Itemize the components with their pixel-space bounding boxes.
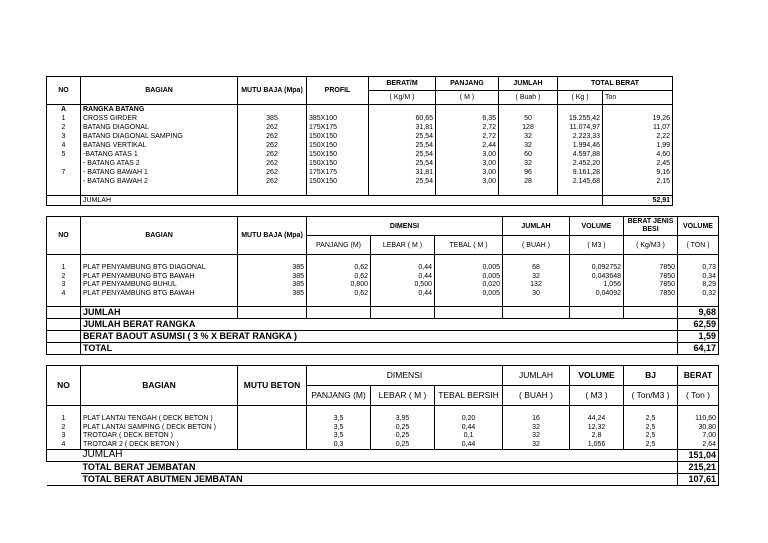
cell-ton: 0,32 bbox=[678, 289, 719, 298]
col-mutu-baja: MUTU BAJA (Mpa) bbox=[238, 217, 307, 255]
summary-value: 9,68 bbox=[678, 307, 719, 319]
cell-volume: 12,32 bbox=[570, 423, 624, 432]
jumlah-value: 52,91 bbox=[603, 196, 673, 206]
cell-bj: 7850 bbox=[624, 289, 678, 298]
table-row bbox=[47, 264, 719, 273]
cell-berat: 110,60 bbox=[678, 415, 719, 424]
summary-value: 64,17 bbox=[678, 343, 719, 355]
summary-label: BERAT BAOUT ASUMSI ( 3 % X BERAT RANGKA ) bbox=[81, 331, 678, 343]
col-berat: BERAT/M bbox=[369, 77, 436, 91]
cell-jumlah: 32 bbox=[503, 440, 570, 449]
col-volume: VOLUME bbox=[570, 217, 624, 236]
cell-bagian: CROSS GIRDER bbox=[81, 114, 238, 123]
summary-row bbox=[47, 449, 719, 461]
cell-bagian: TROTOAR ( DECK BETON ) bbox=[81, 432, 238, 441]
cell-no bbox=[47, 159, 81, 168]
cell-panjang: 6,35 bbox=[436, 114, 499, 123]
cell-jumlah: 32 bbox=[499, 159, 558, 168]
cell-bj: 7850 bbox=[624, 281, 678, 290]
cell-total-kg: 2.145,68 bbox=[558, 177, 603, 186]
cell-jumlah: 32 bbox=[503, 272, 570, 281]
cell-panjang: 3,00 bbox=[436, 177, 499, 186]
cell-mutu: 262 bbox=[238, 168, 307, 177]
table-row bbox=[47, 123, 673, 132]
col-jumlah: JUMLAH bbox=[499, 77, 558, 91]
cell-no: 2 bbox=[47, 123, 81, 132]
cell-mutu: 262 bbox=[238, 177, 307, 186]
col-jumlah-unit: ( Buah ) bbox=[499, 91, 558, 105]
cell-bagian: TROTOAR 2 ( DECK BETON ) bbox=[81, 440, 238, 449]
cell-tebal: 0,020 bbox=[435, 281, 503, 290]
table-row bbox=[47, 159, 673, 168]
cell-lebar: 0,44 bbox=[371, 264, 435, 273]
summary-label: TOTAL bbox=[81, 343, 678, 355]
col-bj-unit: ( Ton/M3 ) bbox=[624, 386, 678, 406]
cell-no: 7 bbox=[47, 168, 81, 177]
cell-ton: 0,73 bbox=[678, 264, 719, 273]
cell-no: 3 bbox=[47, 132, 81, 141]
cell-volume: 44,24 bbox=[570, 415, 624, 424]
cell-profil: 175X175 bbox=[307, 123, 369, 132]
cell-panjang: 3,00 bbox=[436, 159, 499, 168]
cell-no: 1 bbox=[47, 415, 81, 424]
cell-bagian: BATANG DIAGONAL SAMPING bbox=[81, 132, 238, 141]
cell-profil: 150X150 bbox=[307, 150, 369, 159]
summary-row bbox=[47, 319, 719, 331]
cell-mutu: 385 bbox=[238, 272, 307, 281]
cell-panjang: 0,62 bbox=[307, 272, 371, 281]
col-volume-unit: ( M3 ) bbox=[570, 386, 624, 406]
cell-jumlah: 32 bbox=[503, 432, 570, 441]
cell-mutu bbox=[238, 440, 307, 449]
cell-volume: 2,8 bbox=[570, 432, 624, 441]
summary-row bbox=[47, 461, 719, 473]
summary-label: TOTAL BERAT ABUTMEN JEMBATAN bbox=[81, 473, 678, 485]
cell-ton: 0,34 bbox=[678, 272, 719, 281]
col-bj: BJ bbox=[624, 366, 678, 386]
cell-mutu: 262 bbox=[238, 159, 307, 168]
col-jumlah-unit: ( BUAH ) bbox=[503, 386, 570, 406]
cell-mutu: 262 bbox=[238, 132, 307, 141]
col-bagian: BAGIAN bbox=[81, 77, 238, 105]
cell-total-ton: 2,22 bbox=[603, 132, 673, 141]
cell-panjang: 3,5 bbox=[307, 415, 371, 424]
cell-mutu: 262 bbox=[238, 123, 307, 132]
cell-tebal: 0,1 bbox=[435, 432, 503, 441]
cell-berat: 60,65 bbox=[369, 114, 436, 123]
cell-mutu: 385 bbox=[238, 264, 307, 273]
cell-panjang: 2,72 bbox=[436, 132, 499, 141]
cell-bagian: PLAT PENYAMBUNG BUHUL bbox=[81, 281, 238, 290]
summary-value: 151,04 bbox=[678, 449, 719, 461]
cell-lebar: 3,95 bbox=[371, 415, 435, 424]
cell-lebar: 0,25 bbox=[371, 432, 435, 441]
cell-mutu bbox=[238, 415, 307, 424]
cell-panjang: 3,00 bbox=[436, 150, 499, 159]
cell-bagian: PLAT PENYAMBUNG BTG BAWAH bbox=[81, 272, 238, 281]
cell-panjang: 0,3 bbox=[307, 440, 371, 449]
cell-no: 2 bbox=[47, 423, 81, 432]
summary-label: JUMLAH BERAT RANGKA bbox=[81, 319, 678, 331]
cell-profil: 150X150 bbox=[307, 159, 369, 168]
table-row bbox=[47, 177, 673, 186]
cell-total-kg: 4.597,88 bbox=[558, 150, 603, 159]
cell-no: 5 bbox=[47, 150, 81, 159]
summary-value: 62,59 bbox=[678, 319, 719, 331]
group-label: RANGKA BATANG bbox=[81, 105, 238, 115]
table-row bbox=[47, 289, 719, 298]
cell-volume: 1,056 bbox=[570, 281, 624, 290]
cell-profil: 175X175 bbox=[307, 168, 369, 177]
col-no: NO bbox=[47, 77, 81, 105]
summary-label: JUMLAH bbox=[81, 449, 678, 461]
cell-tebal: 0,44 bbox=[435, 423, 503, 432]
cell-volume: 0,04092 bbox=[570, 289, 624, 298]
cell-tebal: 0,005 bbox=[435, 264, 503, 273]
cell-total-ton: 4,60 bbox=[603, 150, 673, 159]
col-no: NO bbox=[47, 217, 81, 255]
col-mutu-baja: MUTU BAJA (Mpa) bbox=[238, 77, 307, 105]
cell-panjang: 0,62 bbox=[307, 264, 371, 273]
cell-volume: 0,092752 bbox=[570, 264, 624, 273]
cell-jumlah: 32 bbox=[499, 132, 558, 141]
cell-berat: 25,54 bbox=[369, 159, 436, 168]
col-total-ton: Ton bbox=[603, 91, 673, 105]
col-berat: BERAT bbox=[678, 366, 719, 386]
col-jumlah-unit: ( BUAH ) bbox=[503, 236, 570, 255]
cell-panjang: 0,62 bbox=[307, 289, 371, 298]
cell-total-kg: 1.994,46 bbox=[558, 141, 603, 150]
cell-panjang: 2,72 bbox=[436, 123, 499, 132]
col-bagian: BAGIAN bbox=[81, 217, 238, 255]
table-row bbox=[47, 114, 673, 123]
cell-no: 3 bbox=[47, 281, 81, 290]
cell-bagian: BATANG DIAGONAL bbox=[81, 123, 238, 132]
col-total-berat: TOTAL BERAT bbox=[558, 77, 673, 91]
cell-total-kg: 2.452,20 bbox=[558, 159, 603, 168]
table-row bbox=[47, 423, 719, 432]
col-bj-unit: ( Kg/M3 ) bbox=[624, 236, 678, 255]
jumlah-label: JUMLAH bbox=[81, 196, 603, 206]
cell-mutu bbox=[238, 423, 307, 432]
cell-total-ton: 2,45 bbox=[603, 159, 673, 168]
col-jumlah: JUMLAH bbox=[503, 217, 570, 236]
cell-total-ton: 2,15 bbox=[603, 177, 673, 186]
col-bagian: BAGIAN bbox=[81, 366, 238, 406]
cell-no: 2 bbox=[47, 272, 81, 281]
col-dimensi: DIMENSI bbox=[307, 366, 503, 386]
cell-panjang: 0,800 bbox=[307, 281, 371, 290]
cell-panjang: 3,5 bbox=[307, 432, 371, 441]
cell-total-kg: 11.074,97 bbox=[558, 123, 603, 132]
cell-bj: 7850 bbox=[624, 264, 678, 273]
cell-profil: 150X150 bbox=[307, 132, 369, 141]
col-mutu-beton: MUTU BETON bbox=[238, 366, 307, 406]
cell-lebar: 0,500 bbox=[371, 281, 435, 290]
col-lebar: LEBAR ( M ) bbox=[371, 386, 435, 406]
summary-row bbox=[47, 473, 719, 485]
cell-jumlah: 132 bbox=[503, 281, 570, 290]
col-tebal: TEBAL ( M ) bbox=[435, 236, 503, 255]
plat-penyambung-table bbox=[46, 216, 719, 355]
summary-value: 1,59 bbox=[678, 331, 719, 343]
cell-total-kg: 2.223,33 bbox=[558, 132, 603, 141]
col-tebal-bersih: TEBAL BERSIH bbox=[435, 386, 503, 406]
cell-total-ton: 19,26 bbox=[603, 114, 673, 123]
cell-panjang: 3,5 bbox=[307, 423, 371, 432]
cell-mutu: 385 bbox=[238, 114, 307, 123]
cell-tebal: 0,44 bbox=[435, 440, 503, 449]
cell-total-kg: 19.255,42 bbox=[558, 114, 603, 123]
col-profil: PROFIL bbox=[307, 77, 369, 105]
cell-berat: 2,64 bbox=[678, 440, 719, 449]
cell-total-ton: 9,16 bbox=[603, 168, 673, 177]
summary-value: 107,61 bbox=[678, 473, 719, 485]
cell-profil: 385X100 bbox=[307, 114, 369, 123]
summary-label: TOTAL BERAT JEMBATAN bbox=[81, 461, 678, 473]
cell-no: 4 bbox=[47, 141, 81, 150]
cell-bj: 2,5 bbox=[624, 440, 678, 449]
summary-value: 215,21 bbox=[678, 461, 719, 473]
cell-bagian: -BATANG ATAS 1 bbox=[81, 150, 238, 159]
col-panjang-unit: ( M ) bbox=[436, 91, 499, 105]
cell-jumlah: 16 bbox=[503, 415, 570, 424]
cell-bagian: PLAT LANTAI TENGAH ( DECK BETON ) bbox=[81, 415, 238, 424]
cell-jumlah: 32 bbox=[499, 141, 558, 150]
table-row bbox=[47, 281, 719, 290]
cell-no bbox=[47, 177, 81, 186]
table-row bbox=[47, 132, 673, 141]
cell-lebar: 0,44 bbox=[371, 272, 435, 281]
cell-profil: 150X150 bbox=[307, 141, 369, 150]
table-row bbox=[47, 141, 673, 150]
cell-mutu bbox=[238, 432, 307, 441]
cell-berat: 25,54 bbox=[369, 150, 436, 159]
cell-no: 1 bbox=[47, 264, 81, 273]
rangka-batang-table bbox=[46, 76, 673, 206]
cell-lebar: 0,25 bbox=[371, 423, 435, 432]
cell-tebal: 0,20 bbox=[435, 415, 503, 424]
cell-tebal: 0,005 bbox=[435, 289, 503, 298]
cell-berat: 7,00 bbox=[678, 432, 719, 441]
cell-bj: 2,5 bbox=[624, 423, 678, 432]
cell-no: 4 bbox=[47, 289, 81, 298]
cell-mutu: 385 bbox=[238, 281, 307, 290]
cell-berat: 25,54 bbox=[369, 177, 436, 186]
cell-tebal: 0,005 bbox=[435, 272, 503, 281]
table-row bbox=[47, 415, 719, 424]
cell-bj: 2,5 bbox=[624, 432, 678, 441]
col-dimensi: DIMENSI bbox=[307, 217, 503, 236]
cell-bagian: - BATANG ATAS 2 bbox=[81, 159, 238, 168]
col-berat-unit: ( Kg/M ) bbox=[369, 91, 436, 105]
col-panjang: PANJANG (M) bbox=[307, 386, 371, 406]
table-row bbox=[47, 432, 719, 441]
cell-berat: 31,81 bbox=[369, 123, 436, 132]
cell-no: 3 bbox=[47, 432, 81, 441]
col-panjang: PANJANG (M) bbox=[307, 236, 371, 255]
cell-no: 1 bbox=[47, 114, 81, 123]
cell-jumlah: 68 bbox=[503, 264, 570, 273]
col-panjang: PANJANG bbox=[436, 77, 499, 91]
cell-total-ton: 1,99 bbox=[603, 141, 673, 150]
deck-beton-table bbox=[46, 365, 719, 486]
cell-volume: 1,056 bbox=[570, 440, 624, 449]
col-no: NO bbox=[47, 366, 81, 406]
cell-mutu: 385 bbox=[238, 289, 307, 298]
cell-mutu: 262 bbox=[238, 150, 307, 159]
cell-jumlah: 30 bbox=[503, 289, 570, 298]
cell-bagian: - BATANG BAWAH 1 bbox=[81, 168, 238, 177]
cell-jumlah: 128 bbox=[499, 123, 558, 132]
col-total-kg: ( Kg ) bbox=[558, 91, 603, 105]
cell-bj: 2,5 bbox=[624, 415, 678, 424]
cell-jumlah: 50 bbox=[499, 114, 558, 123]
summary-row bbox=[47, 307, 719, 319]
cell-berat: 31,81 bbox=[369, 168, 436, 177]
cell-volume: 0,043648 bbox=[570, 272, 624, 281]
cell-lebar: 0,44 bbox=[371, 289, 435, 298]
cell-berat: 25,54 bbox=[369, 132, 436, 141]
cell-lebar: 0,25 bbox=[371, 440, 435, 449]
summary-label: JUMLAH bbox=[81, 307, 238, 319]
cell-panjang: 3,00 bbox=[436, 168, 499, 177]
group-no: A bbox=[47, 105, 81, 115]
col-berat-jenis: BERAT JENIS BESI bbox=[624, 217, 678, 236]
summary-row bbox=[47, 331, 719, 343]
cell-bagian: BATANG VERTIKAL bbox=[81, 141, 238, 150]
col-volume2-unit: ( TON ) bbox=[678, 236, 719, 255]
cell-total-kg: 9.161,28 bbox=[558, 168, 603, 177]
col-berat-unit: ( Ton ) bbox=[678, 386, 719, 406]
table-row bbox=[47, 150, 673, 159]
cell-jumlah: 60 bbox=[499, 150, 558, 159]
table-row bbox=[47, 168, 673, 177]
cell-bagian: PLAT LANTAI SAMPING ( DECK BETON ) bbox=[81, 423, 238, 432]
cell-bagian: PLAT PENYAMBUNG BTG BAWAH bbox=[81, 289, 238, 298]
cell-panjang: 2,44 bbox=[436, 141, 499, 150]
cell-jumlah: 96 bbox=[499, 168, 558, 177]
col-lebar: LEBAR ( M ) bbox=[371, 236, 435, 255]
cell-total-ton: 11,07 bbox=[603, 123, 673, 132]
cell-profil: 150X150 bbox=[307, 177, 369, 186]
cell-bagian: PLAT PENYAMBUNG BTG DIAGONAL bbox=[81, 264, 238, 273]
jumlah-row bbox=[47, 196, 673, 206]
col-volume-unit: ( M3 ) bbox=[570, 236, 624, 255]
cell-bj: 7850 bbox=[624, 272, 678, 281]
cell-jumlah: 28 bbox=[499, 177, 558, 186]
summary-row bbox=[47, 343, 719, 355]
table-row bbox=[47, 272, 719, 281]
cell-berat: 25,54 bbox=[369, 141, 436, 150]
cell-no: 4 bbox=[47, 440, 81, 449]
cell-berat: 30,80 bbox=[678, 423, 719, 432]
col-jumlah: JUMLAH bbox=[503, 366, 570, 386]
cell-jumlah: 32 bbox=[503, 423, 570, 432]
cell-bagian: - BATANG BAWAH 2 bbox=[81, 177, 238, 186]
cell-ton: 8,29 bbox=[678, 281, 719, 290]
col-volume-ton: VOLUME bbox=[678, 217, 719, 236]
cell-mutu: 262 bbox=[238, 141, 307, 150]
table-row bbox=[47, 440, 719, 449]
col-volume: VOLUME bbox=[570, 366, 624, 386]
